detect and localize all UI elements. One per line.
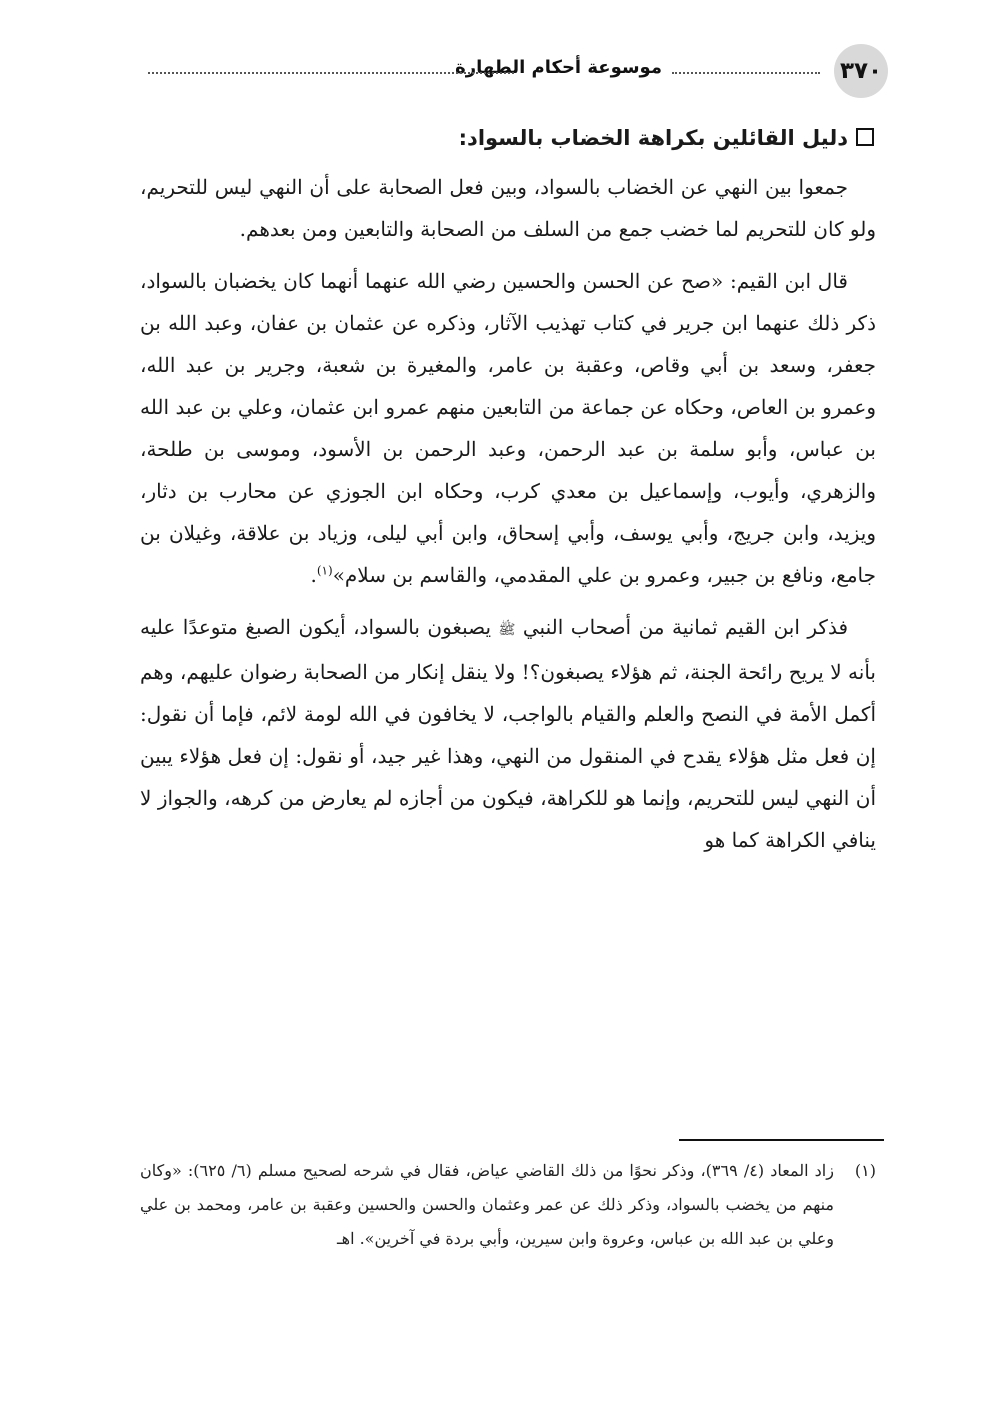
footnote-reference[interactable]: (١) — [316, 563, 333, 578]
header-dotted-rule-left — [148, 72, 514, 74]
paragraph-1-text: جمعوا بين النهي عن الخضاب بالسواد، وبين فعل الصحابة على أن النهي ليس للتحريم، ولو كان للتحريم لما خضب جمع من السلف من الصحابة والتابعين ومن بعدهم. — [140, 175, 876, 241]
square-bullet-icon — [856, 128, 874, 146]
paragraph-1 — [140, 166, 876, 250]
page-body — [140, 116, 876, 871]
section-heading-text: دليل القائلين بكراهة الخضاب بالسواد: — [458, 126, 848, 150]
footnote-text: زاد المعاد (٤/ ٣٦٩)، وذكر نحوًا من ذلك القاضي عياض، فقال في شرحه لصحيح مسلم (٦/ ٦٢٥): «وكان منهم من يخضب بالسواد، وذكر ذلك عن عمر وعثمان والحسن والحسين وعقبة بن عامر، ومحمد بن علي وعلي بن عبد الله بن عباس، وعروة وابن سيرين، وأبي بردة في آخرين». اهـ — [140, 1161, 834, 1248]
footnote-1 — [140, 1154, 876, 1256]
page-header — [148, 44, 888, 100]
paragraph-3 — [140, 606, 876, 861]
paragraph-2 — [140, 260, 876, 596]
header-dotted-rule-right — [672, 72, 820, 74]
paragraph-3-text-before: فذكر ابن القيم ثمانية من أصحاب النبي — [522, 615, 848, 639]
footnote-separator — [679, 1139, 884, 1141]
page-number: ٣٧٠ — [834, 44, 888, 98]
paragraph-2-end: . — [310, 563, 317, 587]
footnote-number: (١) — [854, 1161, 876, 1180]
paragraph-3-text-after: يصبغون بالسواد، أيكون الصبغ متوعدًا عليه بأنه لا يريح رائحة الجنة، ثم هؤلاء يصبغون؟! ولا ينقل إنكار من الصحابة رضوان عليهم، وهم أكمل الأمة في النصح والعلم والقيام بالواجب، لا يخافون في الله لومة لائم، فإما أن نقول: إن فعل مثل هؤلاء يقدح في المنقول من النهي، وهذا غير جيد، أو نقول: إن فعل هؤلاء يبين أن النهي ليس للتحريم، وإنما هو للكراهة، فيكون من أجازه لم يعارض من كرهه، والجواز لا ينافي الكراهة كما هو — [140, 615, 876, 852]
section-heading — [140, 116, 876, 160]
paragraph-2-text: قال ابن القيم: «صح عن الحسن والحسين رضي الله عنهما أنهما كان يخضبان بالسواد، ذكر ذلك عنهما ابن جرير في كتاب تهذيب الآثار، وذكره عن عثمان بن عفان، وعبد الله بن جعفر، وسعد بن أبي وقاص، وعقبة بن عامر، والمغيرة بن شعبة، وجرير بن عبد الله، وعمرو بن العاص، وحكاه عن جماعة من التابعين منهم عمرو ابن عثمان، وعلي بن عبد الله بن عباس، وأبو سلمة بن عبد الرحمن، وعبد الرحمن بن الأسود، وموسى بن طلحة، والزهري، وأيوب، وإسماعيل بن معدي كرب، وحكاه ابن الجوزي عن محارب بن دثار، ويزيد، وابن جريج، وأبي يوسف، وأبي إسحاق، وابن أبي ليلى، وزياد بن علاقة، وغيلان بن جامع، ونافع بن جبير، وعمرو بن علي المقدمي، والقاسم بن سلام» — [140, 269, 876, 587]
running-title: موسوعة أحكام الطهارة — [455, 57, 662, 78]
footnotes — [140, 1154, 876, 1256]
honorific-glyph: ﷺ — [498, 622, 516, 638]
